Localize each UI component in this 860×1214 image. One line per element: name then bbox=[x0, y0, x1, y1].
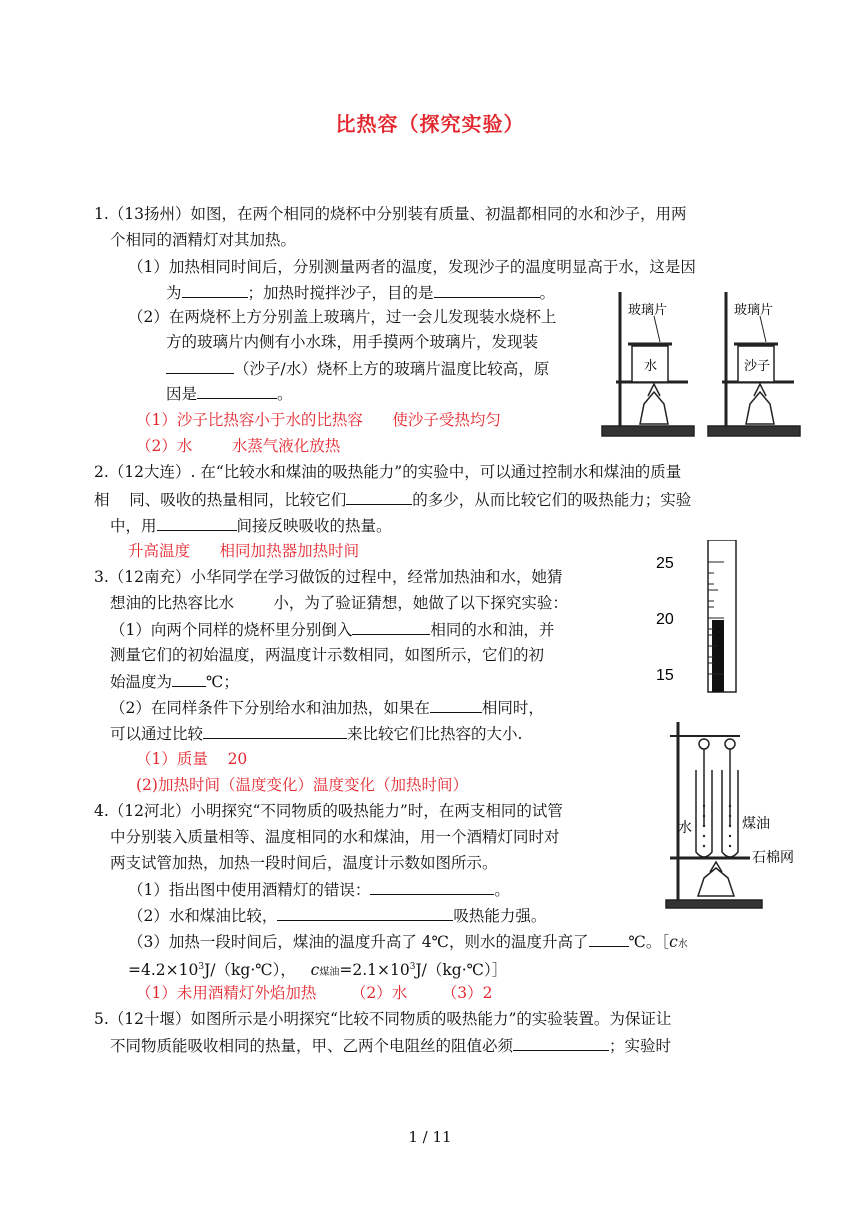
q3-line-6: （2）在同样条件下分别给水和油加热，如果在 相同时， bbox=[110, 699, 544, 717]
beaker-apparatus-figure bbox=[598, 286, 808, 444]
tick-label-15: 15 bbox=[656, 667, 674, 684]
q1-line-1: 1.（13扬州）如图，在两个相同的烧杯中分别装有质量、初温都相同的水和沙子，用两 bbox=[94, 205, 687, 223]
q4-line-1: 4.（12河北）小明探究“不同物质的吸热能力”时，在两支相同的试管 bbox=[94, 802, 563, 820]
water-label: 水 bbox=[644, 358, 658, 373]
q1-line-7: （沙子/水）烧杯上方的玻璃片温度比较高，原 bbox=[166, 358, 549, 379]
q1-answer-1: （1）沙子比热容小于水的比热容 使沙子受热均匀 bbox=[136, 411, 501, 429]
q1-line-5: （2）在两烧杯上方分别盖上玻璃片，过一会儿发现装水烧杯上 bbox=[128, 308, 557, 326]
q3-line-3: （1）向两个同样的烧杯里分别倒入 相同的水和油，并 bbox=[110, 621, 555, 639]
q3-line-2: 想油的比热容比水 小，为了验证猜想，她做了以下探究实验： bbox=[110, 594, 568, 612]
q1-line-3: （1）加热相同时间后，分别测量两者的温度，发现沙子的温度明显高于水，这是因 bbox=[128, 258, 696, 276]
q4-line-6: （3）加热一段时间后，煤油的温度升高了 4℃，则水的温度升高了 ℃。［c水 bbox=[128, 933, 688, 951]
glass-label-right: 玻璃片 bbox=[734, 302, 774, 317]
q1-line-8: 因是 。 bbox=[166, 385, 293, 403]
q2-line-2: 相 同、吸收的热量相同，比较它们 的多少，从而比较它们的吸热能力；实验 bbox=[94, 491, 692, 509]
kerosene-label: 煤油 bbox=[742, 815, 770, 831]
thermometer-figure bbox=[648, 540, 758, 700]
tick-label-25: 25 bbox=[656, 555, 674, 572]
tick-label-20: 20 bbox=[656, 611, 674, 628]
glass-label-left: 玻璃片 bbox=[628, 302, 668, 317]
q1-line-4: 为 ；加热时搅拌沙子，目的是 。 bbox=[166, 284, 556, 302]
sand-label: 沙子 bbox=[744, 358, 771, 373]
q5-line-1: 5.（12十堰）如图所示是小明探究“比较不同物质的吸热能力”的实验装置。为保证让 bbox=[94, 1010, 672, 1028]
q3-line-5: 始温度为 ℃； bbox=[110, 673, 239, 691]
q1-line-2: 个相同的酒精灯对其加热。 bbox=[110, 231, 297, 249]
water-label: 水 bbox=[678, 819, 692, 835]
q3-answer-2: (2)加热时间（温度变化）温度变化（加热时间） bbox=[136, 776, 468, 794]
q2-line-3: 中，用 间接反映吸收的热量。 bbox=[110, 517, 392, 535]
q3-line-1: 3.（12南充）小华同学在学习做饭的过程中，经常加热油和水，她猜 bbox=[94, 568, 563, 586]
page-title: 比热容（探究实验） bbox=[335, 112, 525, 136]
q1-line-6: 方的玻璃片内侧有小水珠，用手摸两个玻璃片，发现装 bbox=[166, 333, 539, 351]
q4-answer: （1）未用酒精灯外焰加热 （2）水 （3）2 bbox=[136, 984, 493, 1002]
q3-line-4: 测量它们的初始温度，两温度计示数相同，如图所示，它们的初 bbox=[110, 646, 545, 664]
q2-line-1: 2.（12大连）. 在“比较水和煤油的吸热能力”的实验中，可以通过控制水和煤油的质量 bbox=[94, 463, 682, 481]
q4-line-5: （2）水和煤油比较， 吸热能力强。 bbox=[128, 907, 547, 925]
asbestos-net-label: 石棉网 bbox=[752, 849, 794, 865]
q4-line-7: $=4.2\times 10^3J/(kg\cdot℃)$， c煤油$=2.1\times 10^3J/(kg\cdot℃)]$ bbox=[128, 961, 508, 980]
test-tube-apparatus-figure bbox=[660, 716, 840, 912]
q1-answer-2: （2）水 水蒸气液化放热 bbox=[136, 437, 341, 455]
q4-line-3: 两支试管加热，加热一段时间后，温度计示数如图所示。 bbox=[110, 854, 498, 872]
q3-answer-1: （1）质量 20 bbox=[136, 750, 248, 768]
q4-line-4: （1）指出图中使用酒精灯的错误： 。 bbox=[128, 881, 510, 899]
q3-line-7: 可以通过比较 来比较它们比热容的大小. bbox=[110, 725, 523, 743]
q5-line-2: 不同物质能吸收相同的热量，甲、乙两个电阻丝的阻值必须 ；实验时 bbox=[110, 1037, 672, 1055]
q2-answer: 升高温度 相同加热器加热时间 bbox=[128, 542, 360, 560]
q4-line-2: 中分别装入质量相等、温度相同的水和煤油，用一个酒精灯同时对 bbox=[110, 828, 560, 846]
page-number: 1 / 11 bbox=[408, 1128, 452, 1146]
